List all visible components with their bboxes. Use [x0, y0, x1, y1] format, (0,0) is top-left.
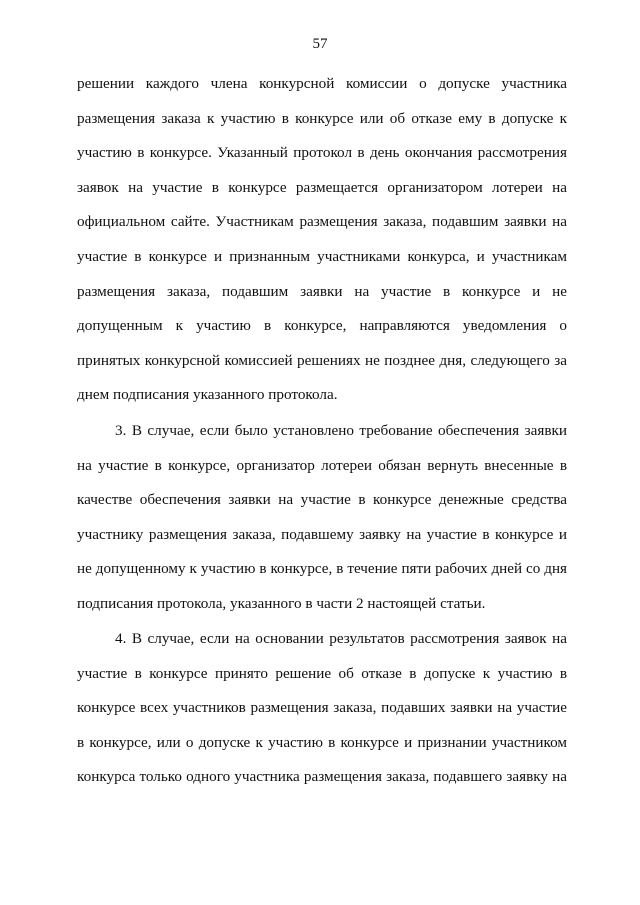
text-line: не допущенному к участию в конкурсе, в течение пяти рабочих дней со дня: [77, 561, 567, 578]
text-line: конкурса только одного участника размещения заказа, подавшего заявку на: [77, 768, 567, 786]
text-line: размещения заказа к участию в конкурсе или об отказе ему в допуске к: [77, 109, 567, 127]
text-line: допущенным к участию в конкурсе, направляются уведомления о: [77, 317, 567, 335]
text-line: размещения заказа, подавшим заявки на участие в конкурсе и не: [77, 282, 567, 300]
text-line: на участие в конкурсе, организатор лотереи обязан вернуть внесенные в: [77, 456, 567, 474]
text-line: днем подписания указанного протокола.: [77, 386, 338, 404]
paragraph-continuation: [77, 67, 567, 413]
text-line: конкурсе всех участников размещения заказа, подавших заявки на участие: [77, 699, 567, 717]
text-line: заявок на участие в конкурсе размещается организатором лотереи на: [77, 178, 567, 196]
text-line: решении каждого члена конкурсной комиссии о допуске участника: [77, 75, 567, 92]
text-line: 4. В случае, если на основании результатов рассмотрения заявок на: [115, 630, 567, 647]
page-number: 57: [312, 36, 328, 52]
text-line: подписания протокола, указанного в части 2 настоящей статьи.: [77, 594, 486, 612]
text-line: участию в конкурсе. Указанный протокол в день окончания рассмотрения: [77, 144, 567, 162]
text-line: в конкурсе, или о допуске к участию в конкурсе и признании участником: [77, 733, 567, 751]
text-line: 3. В случае, если было установлено требование обеспечения заявки: [115, 422, 567, 439]
text-line: официальном сайте. Участникам размещения заказа, подавшим заявки на: [77, 213, 567, 231]
text-line: качестве обеспечения заявки на участие в конкурсе денежные средства: [77, 491, 567, 509]
text-line: участнику размещения заказа, подавшему заявку на участие в конкурсе и: [77, 525, 567, 543]
paragraph-item-3: [77, 414, 567, 622]
text-line: принятых конкурсной комиссией решениях не позднее дня, следующего за: [77, 351, 567, 369]
paragraph-item-4: [77, 622, 567, 795]
text-line: участие в конкурсе и признанным участниками конкурса, и участникам: [77, 247, 567, 265]
text-line: участие в конкурсе принято решение об отказе в допуске к участию в: [77, 664, 567, 682]
